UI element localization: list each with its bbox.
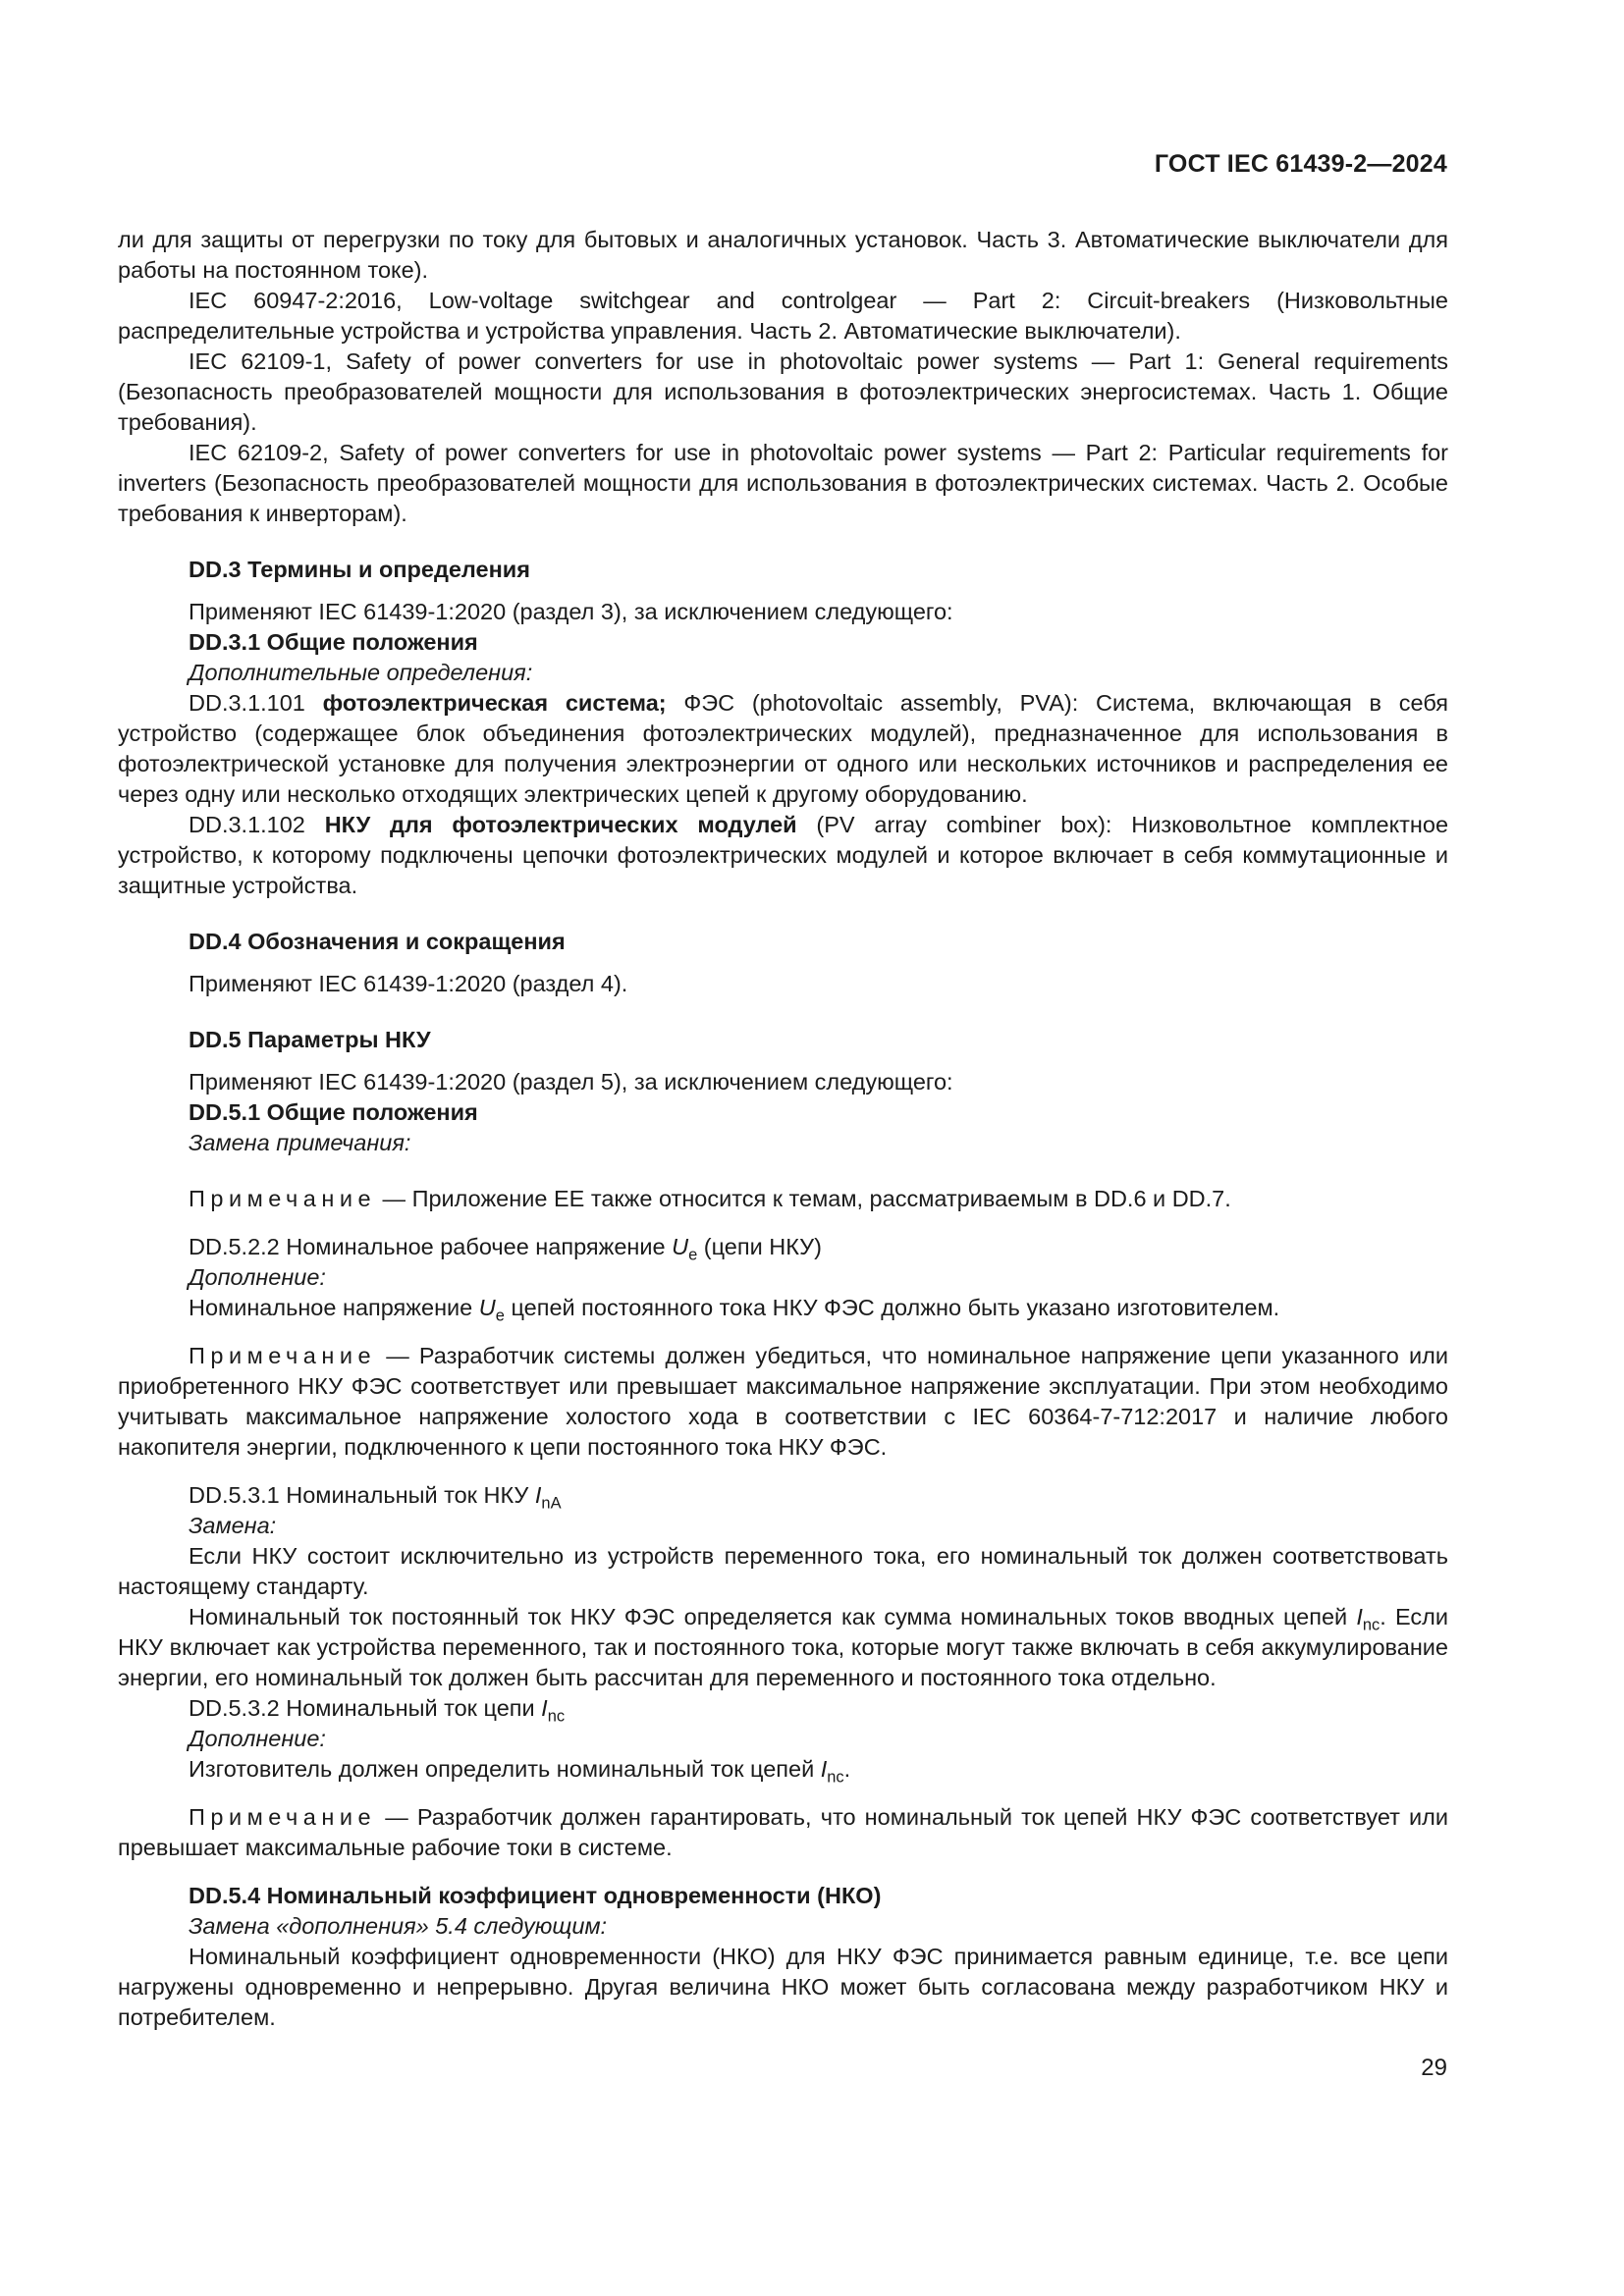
standard-header: ГОСТ IEC 61439-2—2024: [1154, 150, 1447, 178]
note-text: — Разработчик системы должен убедиться, что номинальное напряжение цепи указанного или приобретенного НКУ ФЭС соответствует или превышает максимальное напряжение эксплуатации. При этом необходимо учитывать максимальное напряжение холостого хода в соответствии с IEC 60364-7-712:2017 и наличие любого накопителя энергии, подключенного к цепи постоянного тока НКУ ФЭС.: [118, 1343, 1448, 1460]
note-dd5-3-2: [118, 1802, 1448, 1863]
dd5-4-text: Номинальный коэффициент одновременности (НКО) для НКУ ФЭС принимается равным единице, т.е. все цепи нагружены одновременно и непрерывно. Другая величина НКО может быть согласована между разработчиком НКУ и потребителем.: [118, 1944, 1448, 2030]
clause-dd5-3-1-title: DD.5.3.1 Номинальный ток НКУ $I_{nA}$: [189, 1482, 562, 1513]
definition-text: (PV array combiner box): Низковольтное комплектное устройство, к которому подключены цепочки фотоэлектрических модулей и которое включает в себя коммутационные и защитные устройства.: [118, 812, 1449, 898]
clause-dd5-2-2-title: DD.5.2.2 Номинальное рабочее напряжение $U_e$ (цепи НКУ): [189, 1234, 822, 1264]
note-dd5-2-2: [118, 1341, 1448, 1463]
definition-dd3-1-101: [118, 688, 1448, 810]
section-heading-dd5: DD.5 Параметры НКУ: [189, 1027, 431, 1052]
reference-iec-62109-2: IEC 62109-2, Safety of power converters for use in photovoltaic power systems — Part 2: Particular requirements for inverters (Безопасность преобразователей мощности для использования в фотоэлектрических системах. Часть 2. Особые требования к инверторам).: [118, 440, 1448, 526]
definition-number: DD.3.1.102: [189, 812, 305, 837]
section-heading-dd3: DD.3 Термины и определения: [189, 557, 530, 582]
note-label: Примечание: [189, 1343, 377, 1368]
subsection-heading-dd5-1: DD.5.1 Общие положения: [189, 1099, 478, 1125]
dd3-1-note: Дополнительные определения:: [189, 660, 533, 685]
note-label: Примечание: [189, 1804, 377, 1830]
definition-number: DD.3.1.101: [189, 690, 305, 716]
clause-dd5-3-1-text1: Если НКУ состоит исключительно из устройств переменного тока, его номинальный ток должен соответствовать настоящему стандарту.: [118, 1543, 1448, 1599]
dd5-1-note: Замена примечания:: [189, 1130, 411, 1155]
definition-dd3-1-102: [118, 810, 1448, 901]
clause-dd5-2-2-text: Номинальное напряжение $U_e$ цепей постоянного тока НКУ ФЭС должно быть указано изготовителем.: [189, 1295, 1280, 1325]
section-heading-dd4: DD.4 Обозначения и сокращения: [189, 929, 566, 954]
subsection-heading-dd5-4: DD.5.4 Номинальный коэффициент одновременности (НКО): [189, 1883, 882, 1908]
clause-dd5-3-1-note: Замена:: [189, 1513, 277, 1538]
clause-dd5-3-2-text: Изготовитель должен определить номинальный ток цепей $I_{nc}$.: [189, 1756, 851, 1787]
clause-dd5-3-1-text2: Номинальный ток постоянный ток НКУ ФЭС определяется как сумма номинальных токов вводных цепей $I_{nc}$. Если НКУ включает как устройства переменного, так и постоянного тока, которые могут также включать в себя аккумулирование энергии, его номинальный ток должен быть рассчитан для переменного и постоянного тока отдельно.: [118, 1604, 1448, 1690]
reference-continuation: ли для защиты от перегрузки по току для бытовых и аналогичных установок. Часть 3. Автоматические выключатели для работы на постоянном токе).: [118, 227, 1448, 283]
clause-dd5-3-2-title: DD.5.3.2 Номинальный ток цепи $I_{nc}$: [189, 1695, 566, 1726]
definition-text: ФЭС (photovoltaic assembly, PVA): Система, включающая в себя устройство (содержащее блок объединения фотоэлектрических модулей), предназначенное для использования в фотоэлектрической установке для получения электроэнергии от одного или нескольких источников и распределения ее через одну или несколько отходящих электрических цепей к другому оборудованию.: [118, 690, 1449, 807]
dd4-applies: Применяют IEC 61439-1:2020 (раздел 4).: [189, 971, 628, 996]
subsection-heading-dd3-1: DD.3.1 Общие положения: [189, 629, 478, 655]
note-text: — Приложение ЕЕ также относится к темам, рассматриваемым в DD.6 и DD.7.: [376, 1186, 1231, 1211]
clause-dd5-3-2-note: Дополнение:: [189, 1726, 326, 1751]
definition-term: фотоэлектрическая система;: [322, 690, 667, 716]
reference-iec-62109-1: IEC 62109-1, Safety of power converters for use in photovoltaic power systems — Part 1: General requirements (Безопасность преобразователей мощности для использования в фотоэлектрических энергосистемах. Часть 1. Общие требования).: [118, 348, 1448, 435]
clause-dd5-2-2-note: Дополнение:: [189, 1264, 326, 1290]
dd3-applies: Применяют IEC 61439-1:2020 (раздел 3), за исключением следующего:: [189, 599, 953, 624]
note-text: — Разработчик должен гарантировать, что номинальный ток цепей НКУ ФЭС соответствует или превышает максимальные рабочие токи в системе.: [118, 1804, 1448, 1860]
definition-term: НКУ для фотоэлектрических модулей: [324, 812, 797, 837]
dd5-applies: Применяют IEC 61439-1:2020 (раздел 5), за исключением следующего:: [189, 1069, 953, 1095]
note-label: Примечание: [189, 1186, 377, 1211]
dd5-4-note: Замена «дополнения» 5.4 следующим:: [189, 1913, 608, 1939]
reference-iec-60947-2: IEC 60947-2:2016, Low-voltage switchgear and controlgear — Part 2: Circuit-breakers (Низковольтные распределительные устройства и устройства управления. Часть 2. Автоматические выключатели).: [118, 288, 1448, 344]
note-dd5-1: [118, 1184, 1448, 1214]
page-number: 29: [1421, 2055, 1447, 2081]
page-content: [118, 225, 1448, 2033]
